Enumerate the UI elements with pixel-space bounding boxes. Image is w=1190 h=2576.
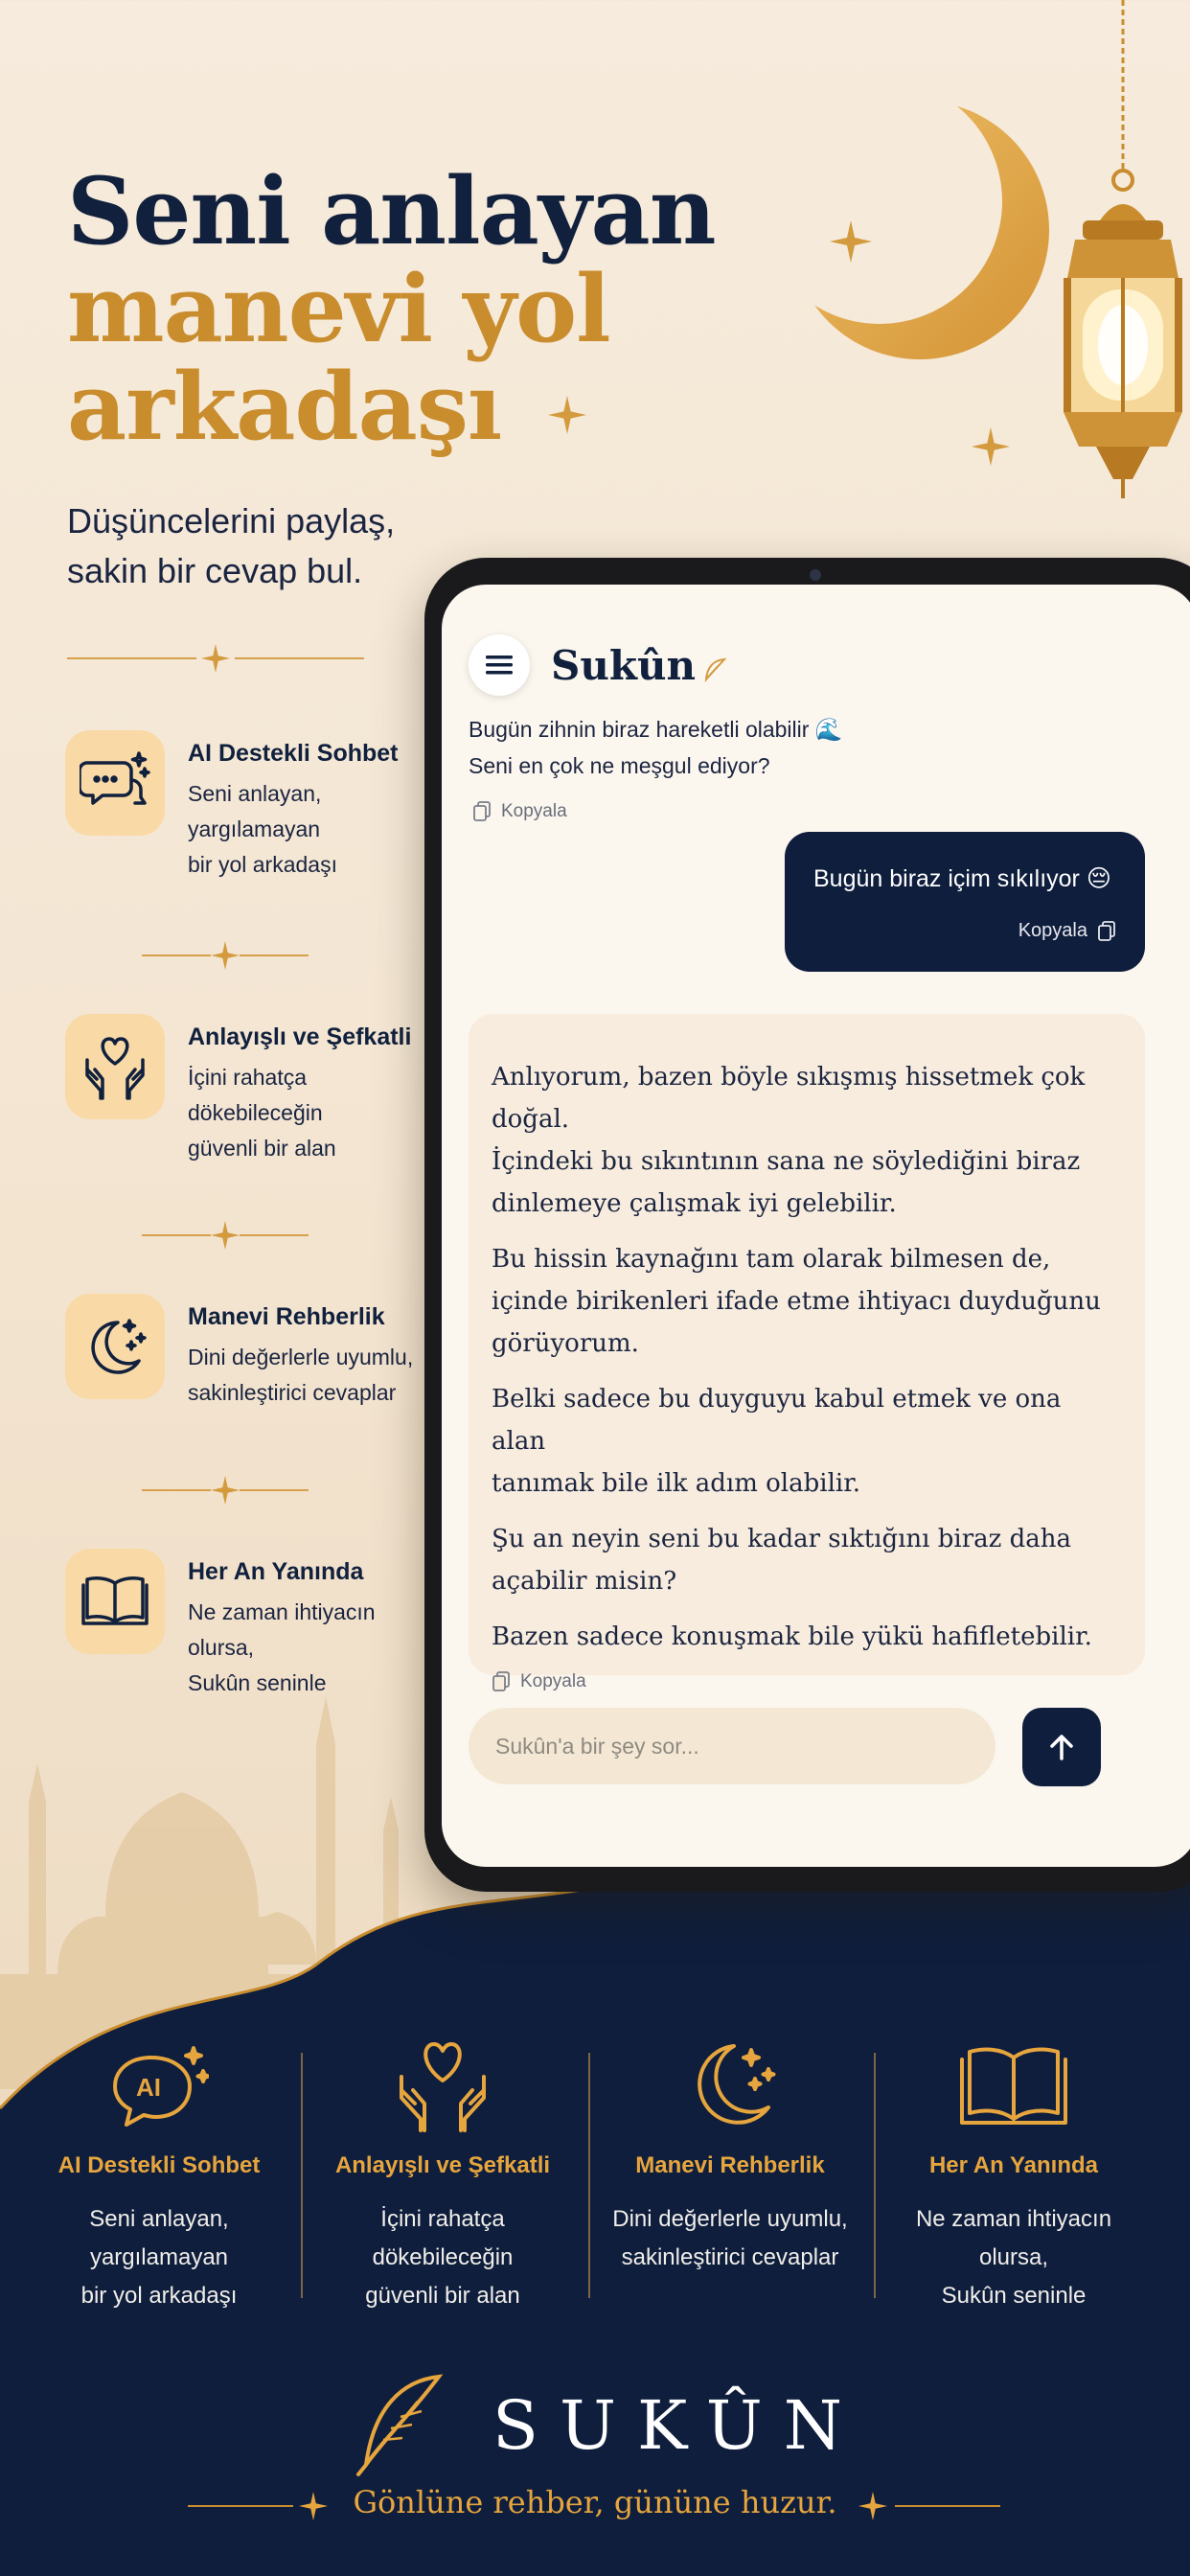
feather-icon bbox=[701, 656, 728, 683]
copy-icon bbox=[1097, 921, 1116, 942]
feature-desc-line: sakinleştirici cevaplar bbox=[188, 1380, 397, 1405]
bot-message bbox=[469, 711, 1139, 784]
feature-desc-line: İçini rahatça bbox=[380, 2206, 505, 2232]
message-line: tanımak bile ilk adım olabilir. bbox=[492, 1469, 861, 1498]
hamburger-icon bbox=[486, 654, 513, 677]
sparkle-icon bbox=[830, 220, 872, 263]
message-line: Bazen sadece konuşmak bile yükü hafifletebilir. bbox=[492, 1622, 1092, 1651]
message-line: içinde birikenleri ifade etme ihtiyacı duyduğunu bbox=[492, 1287, 1101, 1316]
open-book-icon bbox=[956, 2034, 1071, 2139]
footer-feature-title: Her An Yanında bbox=[928, 2152, 1099, 2178]
ornament-divider bbox=[142, 1476, 309, 1505]
feature-desc-line: Sukûn seninle bbox=[188, 1670, 327, 1695]
chat-ai-icon bbox=[65, 730, 165, 836]
brand-logo bbox=[355, 2373, 863, 2478]
message-paragraph bbox=[492, 1616, 1122, 1658]
message-line: görüyorum. bbox=[492, 1329, 639, 1358]
footer-feature-title: AI Destekli Sohbet bbox=[57, 2152, 261, 2178]
copy-label: Kopyala bbox=[1018, 920, 1087, 941]
feature-desc-line: dökebileceğin bbox=[188, 1100, 323, 1125]
ornament-divider bbox=[142, 941, 309, 970]
footer-feature-title: Anlayışlı ve Şefkatli bbox=[334, 2152, 551, 2178]
app-header bbox=[469, 634, 728, 696]
copy-button[interactable] bbox=[492, 1671, 1122, 1692]
copy-button[interactable] bbox=[1018, 920, 1116, 942]
footer-feature-compassion bbox=[299, 2034, 586, 2315]
message-line: Bugün zihnin biraz hareketli olabilir 🌊 bbox=[469, 717, 843, 742]
footer-feature-desc bbox=[870, 2200, 1157, 2315]
message-line: Şu an neyin seni bu kadar sıktığını biraz daha bbox=[492, 1525, 1071, 1553]
heart-hands-icon bbox=[65, 1014, 165, 1119]
copy-icon bbox=[492, 1671, 511, 1692]
feature-desc-line: bir yol arkadaşı bbox=[80, 2283, 238, 2309]
footer-feature-desc bbox=[15, 2200, 303, 2315]
feature-desc-line: Dini değerlerle uyumlu, bbox=[612, 2206, 848, 2232]
message-line: açabilir misin? bbox=[492, 1567, 677, 1596]
user-message bbox=[785, 832, 1145, 972]
arrow-up-icon bbox=[1045, 1731, 1078, 1763]
copy-label: Kopyala bbox=[501, 801, 567, 821]
feature-desc-line: Sukûn seninle bbox=[941, 2283, 1087, 2309]
moon-stars-icon bbox=[673, 2034, 788, 2139]
sparkle-icon bbox=[858, 2492, 887, 2520]
feature-desc-line: Seni anlayan, bbox=[188, 781, 322, 806]
message-paragraph bbox=[492, 1238, 1122, 1365]
footer-feature-spiritual-guidance bbox=[586, 2034, 874, 2277]
copy-label: Kopyala bbox=[520, 1671, 586, 1691]
feather-logo-icon bbox=[355, 2373, 446, 2478]
feature-title: Her An Yanında bbox=[188, 1558, 364, 1585]
footer-feature-ai-chat bbox=[15, 2034, 303, 2315]
feature-desc-line: dökebileceğin bbox=[372, 2244, 514, 2270]
message-line: Seni en çok ne meşgul ediyor? bbox=[469, 753, 770, 778]
feature-title: AI Destekli Sohbet bbox=[188, 740, 399, 767]
footer-feature-always-there bbox=[870, 2034, 1157, 2315]
open-book-icon bbox=[65, 1549, 165, 1654]
send-button[interactable] bbox=[1022, 1708, 1101, 1786]
message-line: Bu hissin kaynağını tam olarak bilmesen de, bbox=[492, 1245, 1051, 1274]
camera-dot bbox=[810, 569, 821, 581]
message-paragraph bbox=[492, 1518, 1122, 1602]
feature-desc-line: güvenli bir alan bbox=[188, 1136, 336, 1161]
message-line: dinlemeye çalışmak iyi gelebilir. bbox=[492, 1189, 897, 1218]
hero-subtitle-line1: Düşüncelerini paylaş, bbox=[67, 501, 396, 540]
feature-desc-line: bir yol arkadaşı bbox=[188, 852, 337, 877]
brand-name: SUKÛN bbox=[492, 2386, 863, 2465]
feature-desc-line: güvenli bir alan bbox=[365, 2283, 520, 2309]
moon-stars-icon bbox=[65, 1294, 165, 1399]
tagline-rule-right bbox=[895, 2505, 1000, 2507]
feature-desc-line: İçini rahatça bbox=[188, 1065, 308, 1090]
message-paragraph bbox=[492, 1378, 1122, 1505]
footer-feature-desc bbox=[299, 2200, 586, 2315]
bot-message bbox=[469, 1014, 1145, 1691]
message-composer bbox=[469, 1708, 1145, 1806]
hero-title-line3: arkadaşı bbox=[67, 358, 719, 456]
crescent-moon-icon bbox=[767, 96, 1054, 383]
feature-desc-line: Ne zaman ihtiyacın bbox=[188, 1599, 376, 1624]
footer-feature-desc bbox=[586, 2200, 874, 2277]
feature-desc-line: Ne zaman ihtiyacın bbox=[915, 2206, 1112, 2232]
menu-button[interactable] bbox=[469, 634, 530, 696]
hero-title bbox=[67, 157, 719, 461]
lantern-icon bbox=[1054, 0, 1190, 518]
feature-desc-line: yargılamayan bbox=[188, 816, 321, 841]
sparkle-icon bbox=[972, 427, 1010, 466]
user-message-text: Bugün biraz içim sıkılıyor 😔 bbox=[813, 865, 1111, 892]
feature-desc-line: Seni anlayan, bbox=[89, 2206, 229, 2232]
hero-title-line1: Seni anlayan bbox=[67, 157, 716, 265]
feature-desc-line: olursa, bbox=[978, 2244, 1049, 2270]
tablet-device bbox=[424, 558, 1190, 1892]
feature-title: Manevi Rehberlik bbox=[188, 1303, 385, 1330]
hero-subtitle-line2: sakin bir cevap bul. bbox=[67, 551, 363, 591]
feature-desc-line: Dini değerlerle uyumlu, bbox=[188, 1345, 414, 1369]
app-screen bbox=[442, 585, 1190, 1867]
ornament-divider bbox=[142, 1221, 309, 1250]
copy-button[interactable] bbox=[472, 801, 567, 822]
copy-icon bbox=[472, 801, 492, 822]
message-line: İçindeki bu sıkıntının sana ne söylediğini biraz bbox=[492, 1147, 1081, 1176]
message-paragraph bbox=[492, 1056, 1122, 1225]
heart-hands-icon bbox=[385, 2034, 500, 2139]
ai-chat-icon bbox=[102, 2034, 217, 2139]
message-input[interactable] bbox=[469, 1708, 995, 1784]
svg-text:AI: AI bbox=[136, 2073, 161, 2102]
sparkle-icon bbox=[548, 396, 586, 434]
message-line: Anlıyorum, bazen böyle sıkışmış hissetmek çok doğal. bbox=[492, 1063, 1086, 1134]
feature-desc-line: sakinleştirici cevaplar bbox=[621, 2244, 839, 2270]
feature-desc-line: yargılamayan bbox=[89, 2244, 229, 2270]
tagline: Gönlüne rehber, gününe huzur. bbox=[353, 2484, 837, 2520]
message-line: Belki sadece bu duyguyu kabul etmek ve ona alan bbox=[492, 1385, 1062, 1456]
app-title: Sukûn bbox=[551, 641, 697, 689]
feature-title: Anlayışlı ve Şefkatli bbox=[188, 1024, 412, 1050]
ornament-divider bbox=[67, 644, 364, 673]
feature-desc-line: olursa, bbox=[188, 1635, 255, 1660]
footer-feature-title: Manevi Rehberlik bbox=[635, 2152, 825, 2178]
hero-title-line2: manevi yol bbox=[67, 254, 610, 363]
